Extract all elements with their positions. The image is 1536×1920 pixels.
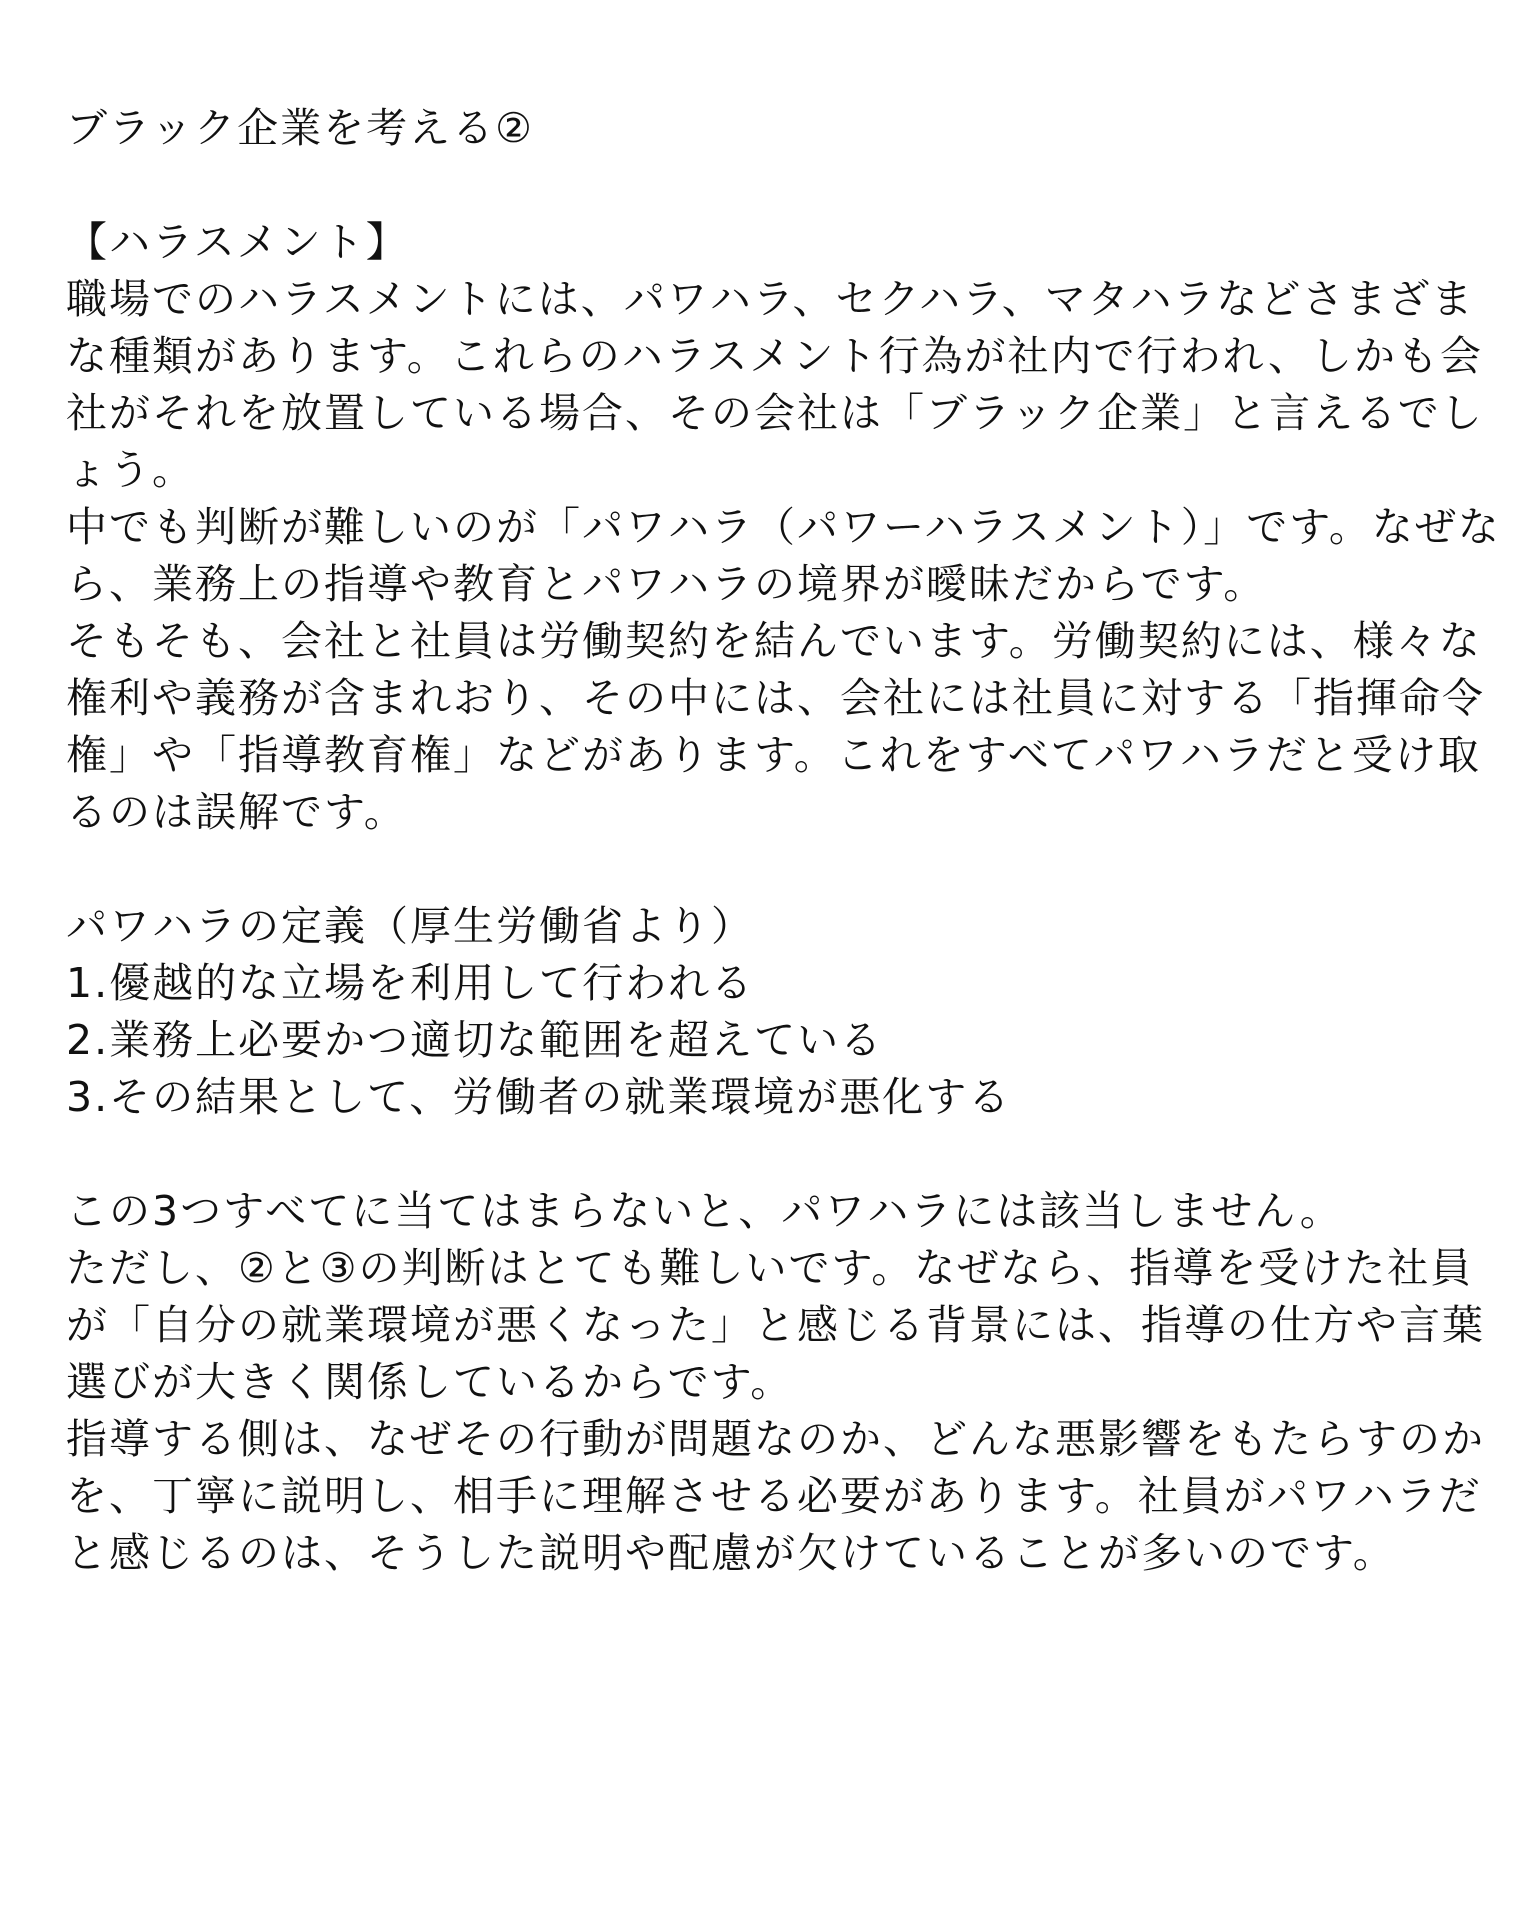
text-line: が「自分の就業環境が悪くなった」と感じる背景には、指導の仕方や言葉 — [66, 1301, 1485, 1349]
text-line: と感じるのは、そうした説明や配慮が欠けていることが多いのです。 — [66, 1529, 1396, 1577]
text-line: るのは誤解です。 — [66, 788, 407, 836]
text-line: ら、業務上の指導や教育とパワハラの境界が曖昧だからです。 — [66, 560, 1267, 608]
paragraph-power-harassment — [66, 499, 1501, 613]
text-line: そもそも、会社と社員は労働契約を結んでいます。労働契約には、様々な — [66, 617, 1482, 665]
document-body — [66, 100, 1501, 1582]
definition-item: 2.業務上必要かつ適切な範囲を超えている — [66, 1016, 884, 1064]
text-line: 社がそれを放置している場合、その会社は「ブラック企業」と言えるでし — [66, 389, 1484, 437]
text-line: 中でも判断が難しいのが「パワハラ（パワーハラスメント）」です。なぜな — [66, 503, 1501, 551]
paragraph-harassment-types — [66, 271, 1486, 499]
text-line: この3つすべてに当てはまらないと、パワハラには該当しません。 — [66, 1187, 1343, 1235]
spacer — [66, 841, 1486, 898]
paragraph-guidance — [66, 1411, 1486, 1582]
paragraph-difficulty — [66, 1240, 1486, 1411]
text-line: な種類があります。これらのハラスメント行為が社内で行われ、しかも会 — [66, 332, 1483, 380]
spacer — [66, 1126, 1486, 1183]
definition-item: 1.優越的な立場を利用して行われる — [66, 959, 755, 1007]
paragraph-labor-contract — [66, 613, 1486, 841]
definition-list — [66, 955, 1486, 1126]
text-line: ょう。 — [66, 446, 195, 494]
text-line: ただし、②と③の判断はとても難しいです。なぜなら、指導を受けた社員 — [66, 1244, 1474, 1292]
paragraph-criteria — [66, 1183, 1486, 1240]
text-line: 権」や「指導教育権」などがあります。これをすべてパワハラだと受け取 — [66, 731, 1481, 779]
definition-item: 3.その結果として、労働者の就業環境が悪化する — [66, 1073, 1012, 1121]
text-line: 指導する側は、なぜその行動が問題なのか、どんな悪影響をもたらすのか — [66, 1415, 1485, 1463]
text-line: 選びが大きく関係しているからです。 — [66, 1358, 794, 1406]
spacer — [66, 157, 1486, 214]
page-title: ブラック企業を考える② — [66, 104, 534, 152]
definition-heading: パワハラの定義（厚生労働省より） — [66, 902, 754, 950]
text-line: を、丁寧に説明し、相手に理解させる必要があります。社員がパワハラだ — [66, 1472, 1482, 1520]
text-line: 権利や義務が含まれおり、その中には、会社には社員に対する「指揮命令 — [66, 674, 1485, 722]
section-heading: 【ハラスメント】 — [66, 218, 409, 266]
text-line: 職場でのハラスメントには、パワハラ、セクハラ、マタハラなどさまざま — [66, 275, 1475, 323]
